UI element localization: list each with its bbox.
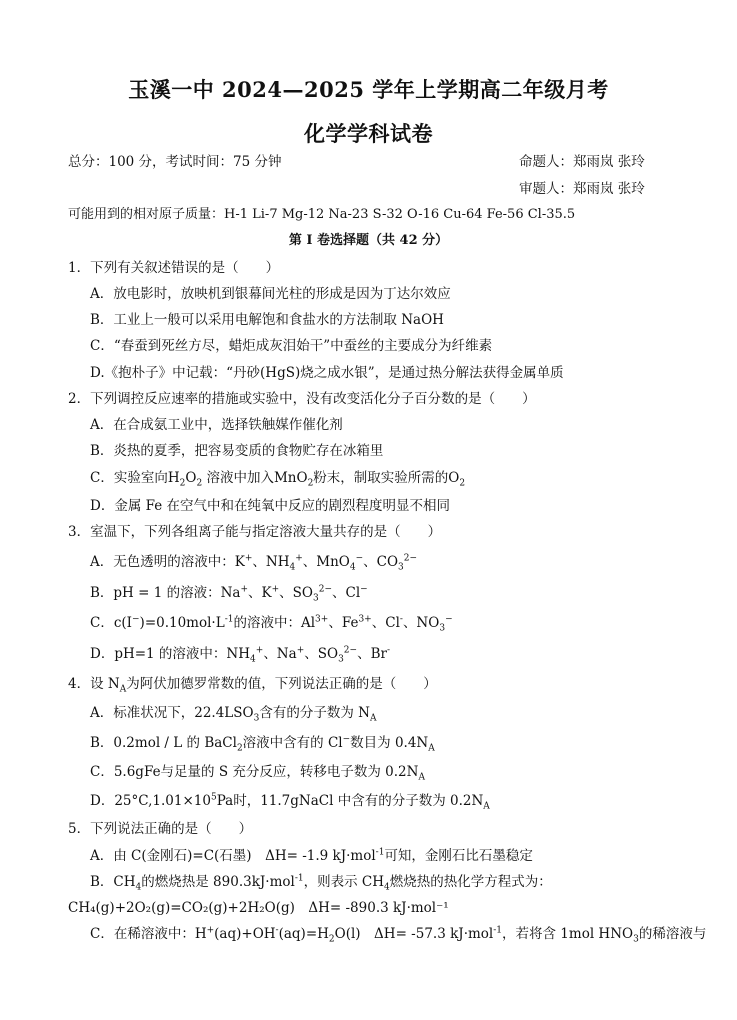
q2-option-a: A．在合成氨工业中，选择铁触媒作催化剂 [90, 417, 343, 433]
atomic-masses: 可能用到的相对原子质量：H-1 Li-7 Mg-12 Na-23 S-32 O-16 Cu-64 Fe-56 Cl-35.5 [68, 207, 576, 222]
q2-option-c: C．实验室向$H_2O_2$ 溶液中加入MnO$_2$粉末，制取实验所需的$O_2$ [90, 470, 466, 489]
q4-stem: 4．设 $N_A$为阿伏加德罗常数的值，下列说法正确的是（ ） [68, 676, 437, 695]
q3-option-b: B．pH = 1 的溶液：Na+、K+、$SO_3^{2-}$、Cl− [90, 584, 368, 604]
q5-stem: 5．下列说法正确的是（ ） [68, 821, 253, 837]
q3-option-a: A．无色透明的溶液中：K+、$NH_4^+$、MnO$_4$−、$CO_3^{2-}$ [90, 553, 418, 573]
q5-option-b: B．$CH_4$的燃烧热是 890.3kJ·mol$^{-1}$，则表示 $CH_4$燃烧热的热化学方程式为： [90, 873, 552, 893]
q1-option-b: B．工业上一般可以采用电解饱和食盐水的方法制取 NaOH [90, 312, 444, 328]
reviewer: 审题人：郑雨岚 张玲 [519, 181, 645, 197]
q4-option-d: D．$25^\circ C,1.01\times 10^5Pa$时，11.7gNaCl 中含有的分子数为 $0.2N_A$ [90, 792, 490, 812]
q1-stem: 1．下列有关叙述错误的是（ ） [68, 260, 280, 276]
setter: 命题人：郑雨岚 张玲 [519, 154, 645, 170]
q1-option-c: C．“春蚕到死丝方尽，蜡炬成灰泪始干”中蚕丝的主要成分为纤维素 [90, 338, 493, 354]
q2-option-b: B．炎热的夏季，把容易变质的食物贮存在冰箱里 [90, 443, 384, 459]
section-title: 第 I 卷选择题（共 42 分） [288, 233, 449, 248]
q3-stem: 3．室温下，下列各组离子能与指定溶液大量共存的是（ ） [68, 524, 442, 540]
q1-option-d: D.《抱朴子》中记载：“丹砂(HgS)烧之成水银”，是通过热分解法获得金属单质 [90, 365, 564, 381]
q4-option-c: C．5.6gFe与足量的 S 充分反应，转移电子数为 $0.2N_A$ [90, 764, 425, 783]
q4-option-a: A．标准状况下，$22.4LSO_3$含有的分子数为 $N_A$ [90, 705, 377, 724]
exam-title: 玉溪一中 2024—2025 学年上学期高二年级月考 [128, 77, 609, 102]
q3-option-d: D．pH=1 的溶液中：$NH_4^+$、Na+、$SO_3^{2-}$、Br- [90, 645, 390, 665]
q5-equation: CH₄(g)+2O₂(g)=CO₂(g)+2H₂O(g) ΔH= -890.3 kJ·mol⁻¹ [68, 900, 449, 916]
q3-option-c: C．$c(I^-)=0.10mol\cdot L^{-1}$的溶液中：$Al^{3+}$、$Fe^{3+}$、Cl-、$NO_3^-$ [90, 614, 453, 634]
q4-option-b: B．0.2mol / L 的 BaCl$_2$溶液中含有的 Cl−数目为 $0.4N_A$ [90, 734, 435, 754]
score-time: 总分：100 分，考试时间：75 分钟 [68, 154, 282, 170]
q2-stem: 2．下列调控反应速率的措施或实验中，没有改变活化分子百分数的是（ ） [68, 391, 536, 407]
q1-option-a: A．放电影时，放映机到银幕间光柱的形成是因为丁达尔效应 [90, 286, 451, 302]
exam-subtitle: 化学学科试卷 [304, 121, 433, 146]
q2-option-d: D．金属 Fe 在空气中和在纯氧中反应的剧烈程度明显不相同 [90, 498, 451, 514]
q5-option-c: C．在稀溶液中：$H^+(aq)+OH^-(aq)=H_2O(l)$ ΔH= -57.3 kJ·mol$^{-1}$，若将含 1mol $HNO_3$的稀溶液与 [90, 925, 707, 945]
q5-option-a: A．由 C(金刚石)=C(石墨) ΔH= -1.9 kJ·mol$^{-1}$可知，金刚石比石墨稳定 [90, 847, 533, 864]
